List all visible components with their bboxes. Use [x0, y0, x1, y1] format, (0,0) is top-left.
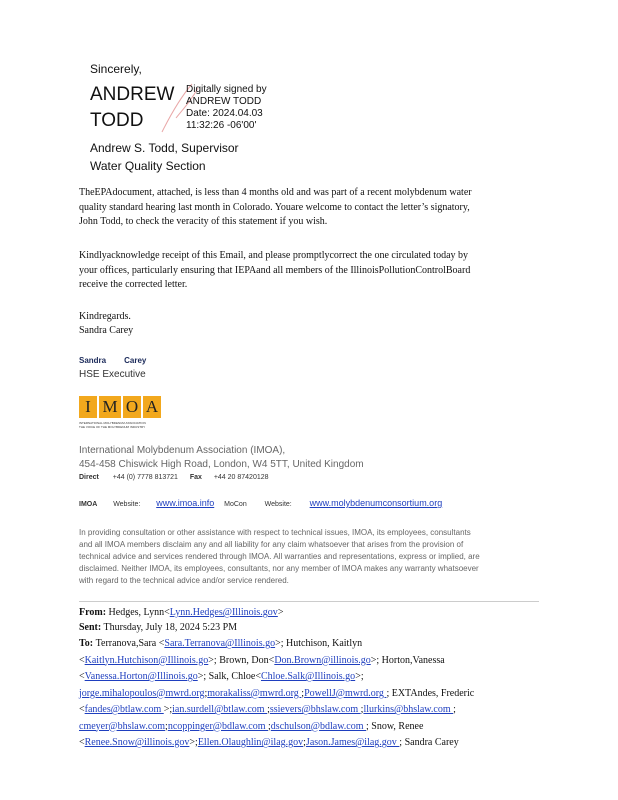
recipient-text: ; — [267, 704, 270, 715]
recipient-text: ; — [301, 687, 305, 699]
recipient-text: >; Horton,Vanessa — [370, 654, 445, 666]
recipient-email-link[interactable]: PowellJ@mwrd.org — [304, 687, 387, 699]
recipient-email-link[interactable]: fandes@btlaw.com — [84, 704, 164, 715]
recipient-text: < — [79, 704, 85, 715]
recipient-email-link[interactable]: Sara.Terranova@Illinois.go — [164, 638, 276, 649]
from-line: From: Hedges, Lynn<Lynn.Hedges@Illinois.gov> — [79, 607, 284, 618]
email-sig-title: HSE Executive — [79, 369, 146, 380]
to-label: To: — [79, 638, 96, 649]
recipient-text: >; Hutchison, Kaitlyn — [275, 638, 363, 649]
closing: Sincerely, — [90, 62, 142, 76]
signer-section: Water Quality Section — [90, 159, 206, 173]
recipient-text: ; — [303, 737, 306, 748]
recipient-text: < — [79, 654, 85, 666]
recipient-text: ; — [268, 720, 271, 732]
signer-name-line2: TODD — [90, 110, 144, 131]
to-recipients-line — [79, 702, 474, 719]
recipient-text: >; — [189, 737, 198, 748]
digital-signature-text: Digitally signed by ANDREW TODD Date: 2024.04.03 11:32:26 -06'00' — [186, 84, 267, 131]
logo-letter-tile: I — [79, 396, 97, 418]
recipient-text: Terranova,Sara < — [95, 638, 165, 649]
to-recipients-line — [79, 686, 474, 703]
recipient-email-link[interactable]: cmeyer@bhslaw.com — [79, 720, 166, 732]
recipient-email-link[interactable]: Renee.Snow@illinois.gov — [84, 737, 190, 748]
to-block — [79, 636, 474, 752]
recipient-text: ; — [204, 687, 208, 699]
signer-name-line1: ANDREW — [90, 84, 175, 105]
sent-line: Sent: Thursday, July 18, 2024 5:23 PM — [79, 622, 238, 633]
regards: Kindregards. — [79, 311, 131, 322]
to-recipients-line — [79, 636, 474, 653]
recipient-email-link[interactable]: ssievers@bhslaw.com — [269, 704, 361, 715]
email-sig-name: Sandra Carey — [79, 356, 147, 365]
recipient-email-link[interactable]: Vanessa.Horton@Illinois.go — [84, 671, 198, 682]
recipient-text: ; — [360, 704, 364, 715]
recipient-email-link[interactable]: jorge.mihalopoulos@mwrd.org — [79, 687, 205, 699]
recipient-email-link[interactable]: morakaliss@mwrd.org — [207, 687, 302, 699]
recipient-text: >; — [355, 671, 364, 682]
website-row: IMOA Website: www.imoa.info MoCon Website: www.molybdenumconsortium.org — [79, 498, 443, 508]
recipient-text: ; Sandra Carey — [399, 737, 459, 748]
to-recipients-line — [79, 669, 474, 686]
recipient-text: >; Salk, Chloe< — [197, 671, 261, 682]
recipient-email-link[interactable]: Ellen.Olaughlin@ilag.gov — [197, 737, 304, 748]
recipient-email-link[interactable]: Jason.James@ilag.gov — [305, 737, 400, 748]
recipient-text: >; — [163, 704, 173, 715]
recipient-email-link[interactable]: Don.Brown@illinois.go — [274, 654, 371, 666]
recipient-email-link[interactable]: Kaitlyn.Hutchison@Illinois.go — [84, 654, 209, 666]
body-paragraph-2: Kindlyacknowledge receipt of this Email, and please promptlycorrect the one circulated today by your offices, particularly ensuring that IEPAand all members of the IllinoisPollutionControlBoard receive the corrected letter. — [79, 250, 471, 290]
recipient-text: ; Snow, Renee — [366, 720, 424, 732]
to-recipients-line — [79, 653, 474, 670]
recipient-email-link[interactable]: Chloe.Salk@Illinois.go — [260, 671, 356, 682]
divider — [79, 601, 539, 602]
signer-title: Andrew S. Todd, Supervisor — [90, 141, 239, 155]
recipient-text: < — [79, 671, 85, 682]
recipient-email-link[interactable]: dschulson@bdlaw.com — [270, 720, 367, 732]
to-recipients-line — [79, 735, 474, 752]
phone-row: Direct +44 (0) 7778 813721 Fax +44 20 87420128 — [79, 474, 269, 481]
org-name: International Molybdenum Association (IMOA), — [79, 445, 286, 456]
recipient-text: ; EXTAndes, Frederic — [386, 687, 475, 699]
recipient-email-link[interactable]: llurkins@bhslaw.com — [363, 704, 454, 715]
recipient-text: ; — [165, 720, 168, 732]
recipient-email-link[interactable]: ian.surdell@btlaw.com — [172, 704, 268, 715]
recipient-text: ; — [453, 704, 456, 715]
recipient-text: < — [79, 737, 85, 748]
mocon-website-link[interactable]: www.molybdenumconsortium.org — [309, 498, 443, 508]
imoa-logo: I M O A INTERNATIONAL MOLYBDENUM ASSOCIATION THE VOICE OF THE MOLYBDENUM INDUSTRY — [79, 395, 161, 429]
disclaimer: In providing consultation or other assistance with respect to technical issues, IMOA, its employees, consultants and all IMOA members disclaim any and all liability for any claim whatsoever that arises from the provision of technical advice and services rendered through IMOA. All warranties and representations, express or implied, are disclaimed. Neither IMOA, its employees, consultants, nor any member of IMOA makes any warranty whatsoever with regard to the technical advice and/or service rendered. — [79, 528, 480, 585]
from-email-link[interactable]: Lynn.Hedges@Illinois.gov — [169, 607, 278, 618]
body-paragraph-1: TheEPAdocument, attached, is less than 4 months old and was part of a recent molybdenum water quality standard hearing last month in Colorado. Youare welcome to contact the letter’s signatory, John Todd, to check the veracity of this statement if you wish. — [79, 187, 472, 227]
imoa-website-link[interactable]: www.imoa.info — [156, 498, 215, 508]
recipient-email-link[interactable]: ncoppinger@bdlaw.com — [167, 720, 269, 732]
recipient-text: >; Brown, Don< — [208, 654, 275, 666]
org-address: 454-458 Chiswick High Road, London, W4 5TT, United Kingdom — [79, 459, 364, 470]
sender-name: Sandra Carey — [79, 325, 134, 336]
to-recipients-line — [79, 719, 474, 736]
